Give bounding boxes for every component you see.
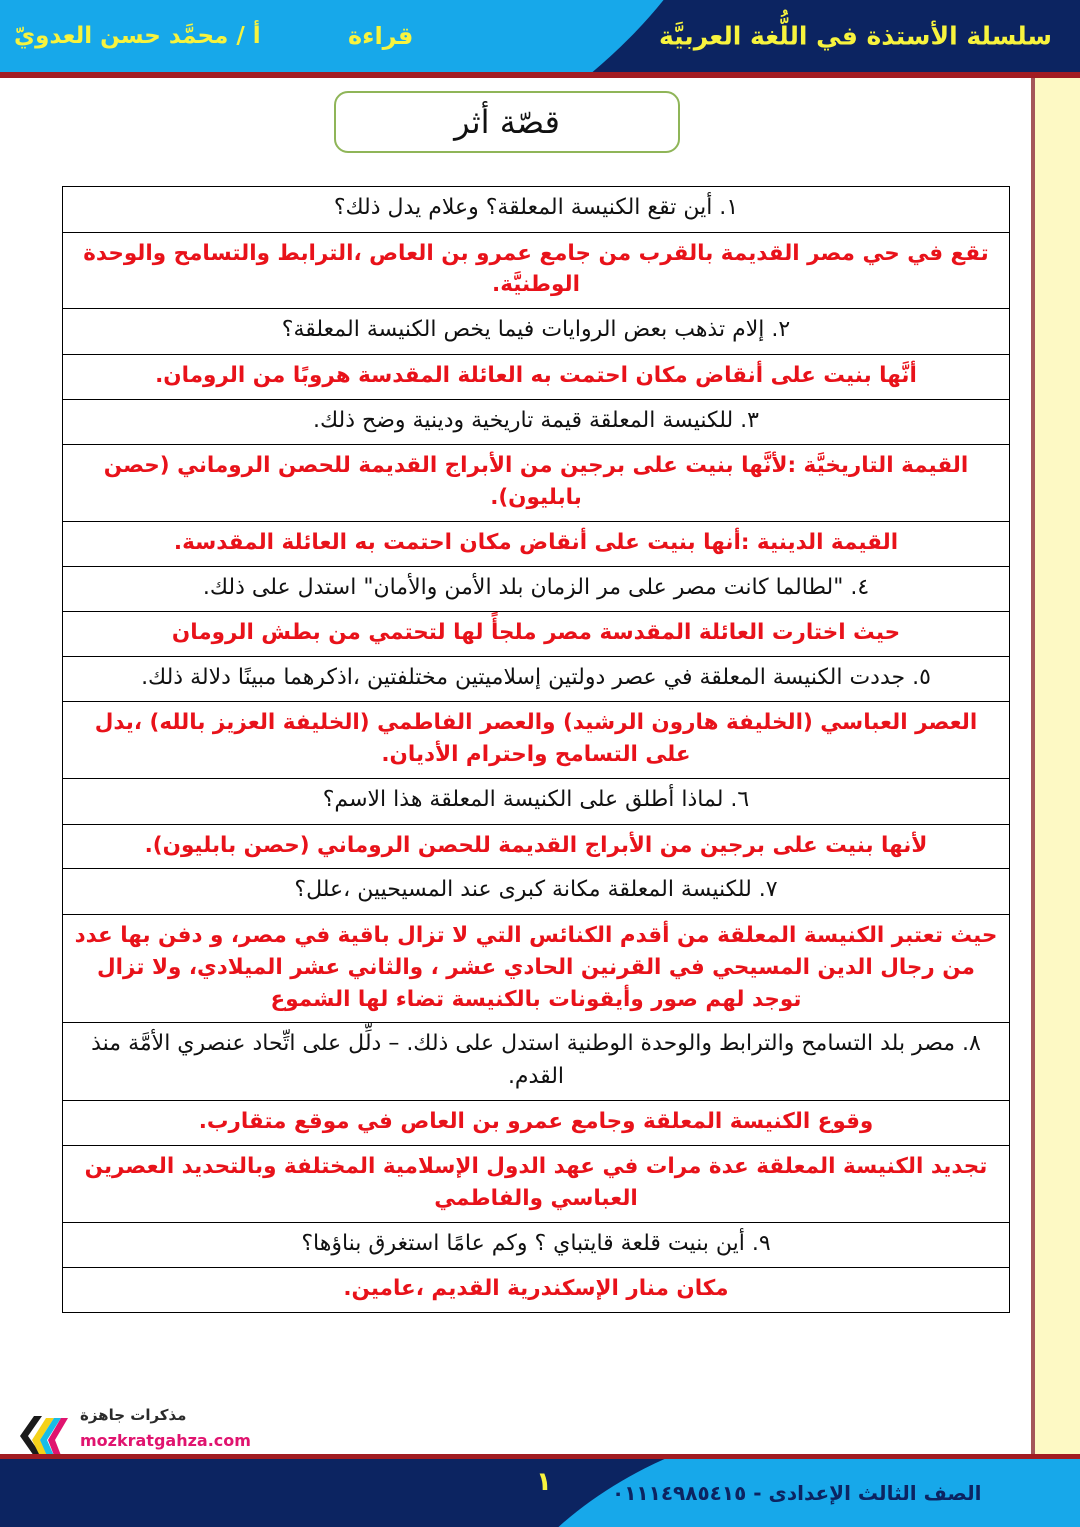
table-row: [63, 309, 1010, 355]
table-row: [63, 187, 1010, 233]
table-row: [63, 445, 1010, 522]
question-cell: ٦. لماذا أطلق على الكنيسة المعلقة هذا الاسم؟: [63, 779, 1010, 825]
lesson-title-box: [334, 91, 680, 153]
lesson-title: قصّة أثر: [454, 103, 560, 141]
page-number: ١: [536, 1467, 552, 1497]
answer-cell: القيمة التاريخيَّة :لأنَّها بنيت على برجين من الأبراج القديمة للحصن الروماني (حصن بابليون).: [63, 445, 1010, 522]
qa-table-body: [63, 187, 1010, 1313]
header-subject-label: قراءة: [348, 22, 414, 50]
table-row: [63, 1222, 1010, 1268]
answer-cell: أنَّها بنيت على أنقاض مكان احتمت به العائلة المقدسة هروبًا من الرومان.: [63, 354, 1010, 399]
answer-cell: تجديد الكنيسة المعلقة عدة مرات في عهد الدول الإسلامية المختلفة وبالتحديد العصرين العباسي والفاطمي: [63, 1146, 1010, 1223]
logo-url-text: mozkratgahza.com: [80, 1431, 251, 1450]
question-cell: ٤. "لطالما كانت مصر على مر الزمان بلد الأمن والأمان" استدل على ذلك.: [63, 566, 1010, 612]
question-cell: ٧. للكنيسة المعلقة مكانة كبرى عند المسيحيين ،علل؟: [63, 869, 1010, 915]
questions-answers-table: [62, 186, 1010, 1313]
question-cell: ٢. إلام تذهب بعض الروايات فيما يخص الكنيسة المعلقة؟: [63, 309, 1010, 355]
table-row: [63, 566, 1010, 612]
table-row: [63, 914, 1010, 1022]
table-row: [63, 612, 1010, 657]
question-cell: ٨. مصر بلد التسامح والترابط والوحدة الوطنية استدل على ذلك. – دلِّل على اتِّحاد عنصري الأمَّة منذ القدم.: [63, 1023, 1010, 1101]
table-row: [63, 869, 1010, 915]
footer-grade-and-phone: الصف الثالث الإعدادى - ٠١١١٤٩٨٥٤١٥: [612, 1481, 982, 1505]
table-row: [63, 1023, 1010, 1101]
answer-cell: وقوع الكنيسة المعلقة وجامع عمرو بن العاص في موقع متقارب.: [63, 1101, 1010, 1146]
answer-cell: تقع في حي مصر القديمة بالقرب من جامع عمرو بن العاص ،الترابط والتسامح والوحدة الوطنيَّة.: [63, 232, 1010, 309]
table-row: [63, 1268, 1010, 1313]
question-cell: ٥. جددت الكنيسة المعلقة في عصر دولتين إسلاميتين مختلفتين ،اذكرهما مبينًا دلالة ذلك.: [63, 656, 1010, 702]
answer-cell: حيث تعتبر الكنيسة المعلقة من أقدم الكنائس التي لا تزال باقية في مصر، و دفن بها عدد من رجال الدين المسيحي في القرنين الحادي عشر ، والثاني عشر الميلادي، ولا تزال توجد لهم صور وأيقونات بالكنيسة تضاء لها الشموع: [63, 914, 1010, 1022]
table-row: [63, 1146, 1010, 1223]
table-row: [63, 232, 1010, 309]
table-row: [63, 702, 1010, 779]
table-row: [63, 779, 1010, 825]
table-row: [63, 354, 1010, 399]
answer-cell: لأنها بنيت على برجين من الأبراج القديمة للحصن الروماني (حصن بابليون).: [63, 824, 1010, 869]
page-header: [0, 0, 1080, 72]
answer-cell: القيمة الدينية :أنها بنيت على أنقاض مكان احتمت به العائلة المقدسة.: [63, 521, 1010, 566]
table-row: [63, 824, 1010, 869]
header-author-name: أ / محمَّد حسن العدويّ: [14, 23, 261, 49]
table-row: [63, 399, 1010, 445]
table-row: [63, 521, 1010, 566]
question-cell: ١. أين تقع الكنيسة المعلقة؟ وعلام يدل ذلك؟: [63, 187, 1010, 233]
page-footer: [0, 1459, 1080, 1527]
table-row: [63, 1101, 1010, 1146]
header-red-divider: [0, 72, 1080, 78]
header-series-title: سلسلة الأستذة في اللُّغة العربيَّة: [658, 21, 1052, 51]
question-cell: ٣. للكنيسة المعلقة قيمة تاريخية ودينية وضح ذلك.: [63, 399, 1010, 445]
question-cell: ٩. أين بنيت قلعة قايتباي ؟ وكم عامًا استغرق بناؤها؟: [63, 1222, 1010, 1268]
answer-cell: مكان منار الإسكندرية القديم ،عامين.: [63, 1268, 1010, 1313]
answer-cell: حيث اختارت العائلة المقدسة مصر ملجأً لها لتحتمي من بطش الرومان: [63, 612, 1010, 657]
right-margin-strip: [1035, 78, 1080, 1456]
logo-arabic-text: مذكرات جاهزة: [80, 1406, 187, 1424]
answer-cell: العصر العباسي (الخليفة هارون الرشيد) والعصر الفاطمي (الخليفة العزيز بالله) ،يدل على التسامح واحترام الأديان.: [63, 702, 1010, 779]
table-row: [63, 656, 1010, 702]
